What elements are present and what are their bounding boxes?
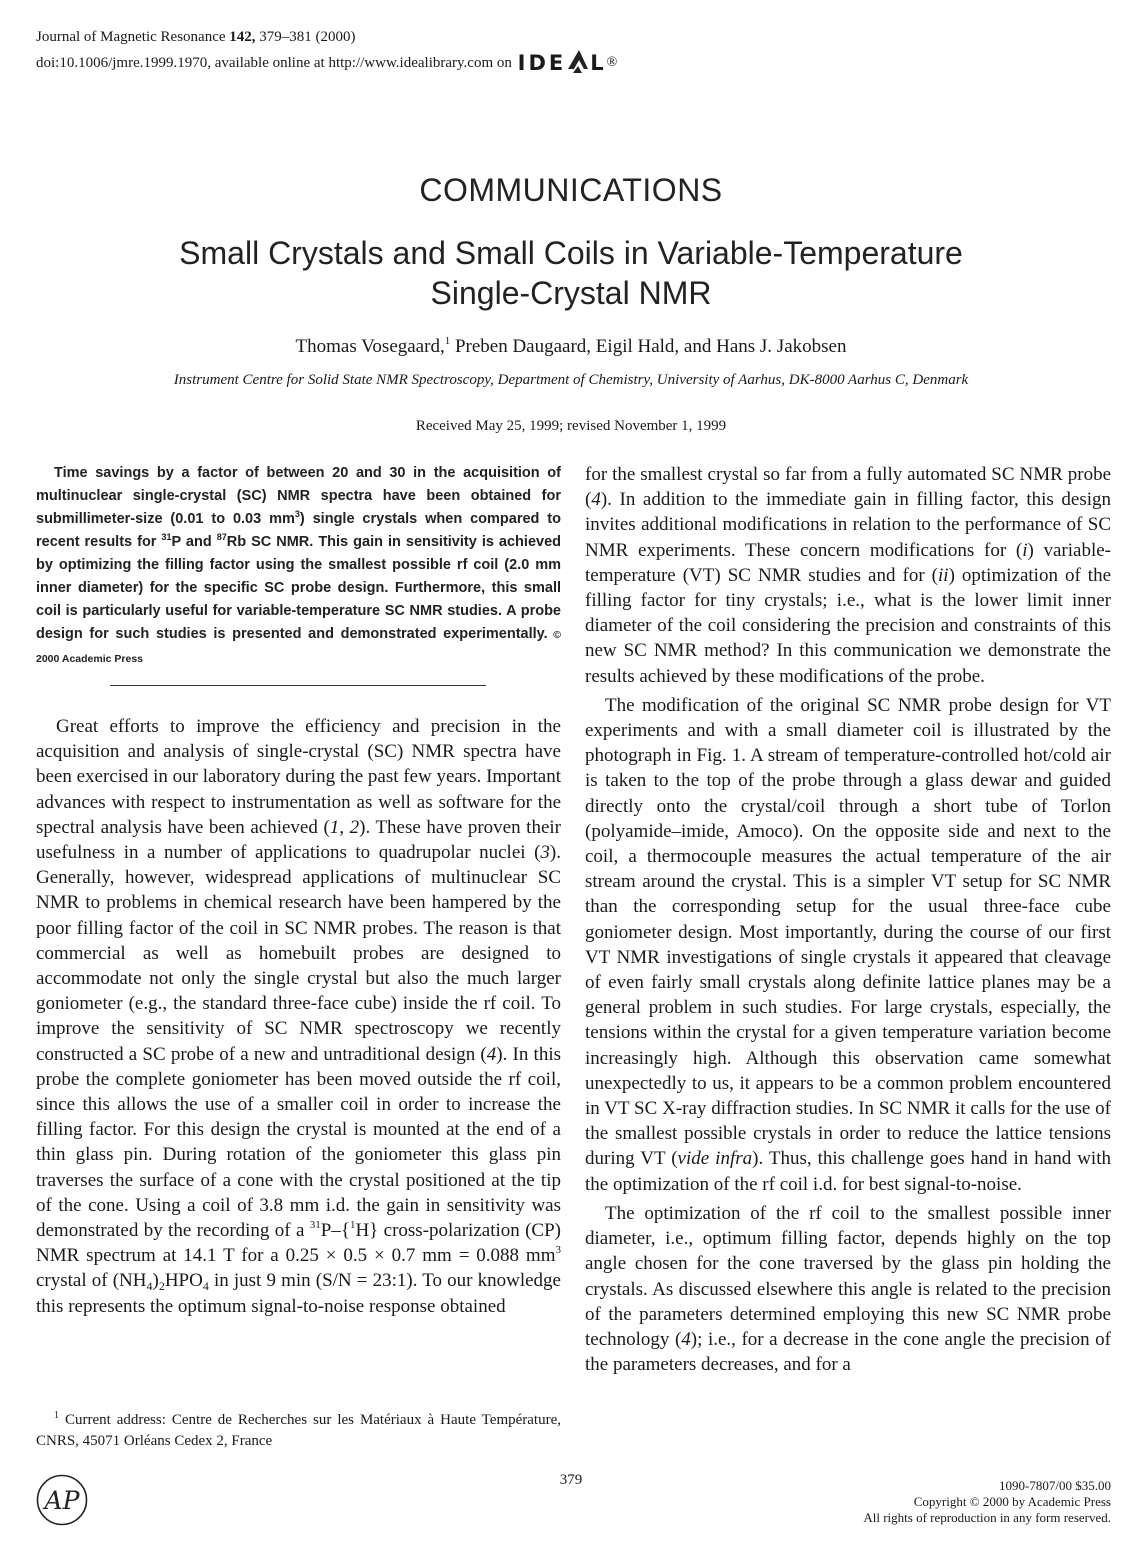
author-footnote-mark: 1 (444, 335, 451, 347)
issn-price: 1090-7807/00 $35.00 (999, 1478, 1111, 1493)
coil-optimization-paragraph (585, 1201, 1111, 1377)
journal-pages: 379–381 (2000) (259, 29, 356, 45)
footnote (36, 1410, 561, 1452)
ideal-logo-text-end: L (590, 51, 607, 75)
superscript: 31 (161, 532, 172, 542)
reference: 3 (540, 842, 550, 864)
doi-line (36, 47, 617, 73)
body-text: P–{ (320, 1220, 350, 1242)
footnote-mark: 1 (54, 1410, 59, 1421)
title-line-1: Small Crystals and Small Coils in Variable-Temperature (179, 235, 963, 271)
intro-paragraph (36, 714, 561, 1319)
right-column (585, 462, 1111, 1377)
reference: 4 (681, 1328, 691, 1350)
body-text: crystal of (NH (36, 1270, 147, 1292)
reference: 4 (591, 489, 601, 511)
superscript: 87 (216, 532, 227, 542)
doi-text: doi:10.1006/jmre.1999.1970, available online at http://www.idealibrary.com on (36, 55, 512, 71)
copyright-line: Copyright © 2000 by Academic Press (913, 1494, 1111, 1509)
list-marker: i (1022, 539, 1028, 561)
author-list (0, 335, 1142, 358)
rights-line: All rights of reproduction in any form reserved. (863, 1510, 1111, 1525)
other-authors: Preben Daugaard, Eigil Hald, and Hans J. Jakobsen (450, 336, 847, 357)
continued-paragraph (585, 462, 1111, 689)
body-text: H} cross-polarization (CP) NMR spectrum at 14.1 T for a 0.25 × 0.5 × 0.7 mm = 0.088 mm (36, 1220, 561, 1267)
subscript: 2 (158, 1279, 165, 1294)
abstract-text: Time savings by a factor of between 20 and 30 in the acquisition of multinuclear single-crystal (SC) NMR spectra have been obtained for submillimeter-size (0.01 to 0.03 mm (36, 465, 561, 527)
body-text: The modification of the original SC NMR probe design for VT experiments and with a small diameter coil is illustrated by the photograph in Fig. 1. A stream of temperature-controlled hot/cold air is taken to the top of the probe through a glass dewar and guided directly onto the crystal/coil through a short tube of Torlon (polyamide–imide, Amoco). On the opposite side and next to the coil, a thermocouple measures the actual temperature of the air stream around the crystal. This is a simpler VT setup for SC NMR than the corresponding setup for the usual three-face cube goniometer design. Most importantly, during the course of our first VT NMR investigations of single crystals it appeared that cleavage of even fairly small crystals along definite lattice planes may be a general problem in such studies. For large crystals, especially, the tensions within the crystal for a given temperature variation become increasingly high. Although this observation came somewhat unexpectedly to us, it appears to be a common problem encountered in VT SC X-ray diffraction studies. In SC NMR it calls for the use of the smallest possible crystals in order to reduce the lattice tensions during VT ( (585, 694, 1111, 1170)
superscript: 1 (349, 1219, 356, 1232)
ideal-logo-text: IDE (517, 51, 567, 75)
footnote-text: Current address: Centre de Recherches sur les Matériaux à Haute Température, CNRS, 45071 Orléans Cedex 2, France (36, 1412, 561, 1449)
abstract-text: P and (171, 534, 217, 550)
registered-mark: ® (606, 55, 618, 70)
title-line-2: Single-Crystal NMR (430, 275, 712, 311)
journal-volume: 142, (229, 29, 256, 45)
list-marker: ii (938, 564, 949, 586)
publisher-logo-text: AP (44, 1486, 80, 1515)
superscript: 31 (309, 1219, 321, 1232)
body-text: in just 9 min (S/N = 23:1). To our knowledge this represents the optimum signal-to-noise response obtained (36, 1270, 561, 1317)
abstract (36, 462, 561, 671)
left-column (36, 462, 561, 1319)
reference: 4 (486, 1043, 497, 1065)
body-text: ). Thus, this challenge goes hand in hand with the optimization of the rf coil i.d. for best signal-to-noise. (585, 1148, 1111, 1195)
abstract-copyright: © 2000 Academic Press (36, 629, 561, 665)
copyright-block (863, 1478, 1111, 1526)
superscript: 3 (294, 509, 300, 519)
received-dates: Received May 25, 1999; revised November 1, 1999 (415, 418, 727, 434)
body-text: ). In this probe the complete goniometer has been moved outside the rf coil, since this allows the use of a smaller coil in order to increase the filling factor. For this design the crystal is mounted at the end of a thin glass pin. During rotation of the goniometer this glass pin traverses the surface of a cone with the crystal positioned at the tip of the cone. Using a coil of 3.8 mm i.d. the gain in sensitivity was demonstrated by the recording of a (36, 1043, 561, 1242)
body-text: ) variable-temperature (VT) SC NMR studies and for ( (585, 539, 1112, 586)
affiliation: Instrument Centre for Solid State NMR Spectroscopy, Department of Chemistry, University of Aarhus, DK-8000 Aarhus C, Denmark (173, 372, 969, 388)
reference: 1, 2 (329, 816, 360, 838)
body-text: ). In addition to the immediate gain in filling factor, this design invites additional modifications in relation to the performance of SC NMR experiments. These concern modifications for ( (585, 489, 1111, 561)
body-text: for the smallest crystal so far from a fully automated SC NMR probe ( (585, 464, 1111, 511)
body-text: ). Generally, however, widespread applications of multinuclear SC NMR to problems in chemical research have been hampered by the poor filling factor of the coil in SC NMR probes. The reason is that commercial as well as homebuilt probes are designed to accommodate not only the single crystal but also the much larger goniometer (e.g., the standard three-face cube) inside the rf coil. To improve the sensitivity of SC NMR spectroscopy we recently constructed a SC probe of a new and untraditional design ( (36, 842, 561, 1065)
section-heading: COMMUNICATIONS (419, 172, 723, 208)
paper-title (100, 233, 1042, 313)
subscript: 4 (202, 1279, 209, 1294)
abstract-divider (110, 685, 486, 686)
body-text: ). These have proven their usefulness in a number of applications to quadrupolar nuclei ( (36, 816, 562, 864)
journal-citation (36, 27, 617, 47)
journal-header (36, 27, 617, 73)
body-text: ) (152, 1270, 159, 1292)
ideal-logo (518, 47, 618, 73)
superscript: 3 (555, 1244, 561, 1257)
first-author: Thomas Vosegaard, (295, 336, 445, 357)
abstract-text: ) single crystals when compared to recent results for (36, 511, 561, 550)
abstract-text: Rb SC NMR. This gain in sensitivity is achieved by optimizing the filling factor using the smallest possible rf coil (2.0 mm inner diameter) for the specific SC probe design. Furthermore, this small coil is particularly useful for variable-temperature SC NMR studies. A probe design for such studies is presented and demonstrated experimentally. (36, 534, 561, 642)
subscript: 4 (146, 1279, 153, 1294)
body-text: Great efforts to improve the efficiency and precision in the acquisition and analysis of single-crystal (SC) NMR spectra have been exercised in our laboratory during the past few years. Important advances with respect to instrumentation as well as software for the spectral analysis have been achieved ( (36, 716, 561, 838)
body-text: The optimization of the rf coil to the smallest possible inner diameter, i.e., optimum filling factor, depends highly on the top angle chosen for the cone traversed by the glass pin holding the crystals. As discussed elsewhere this angle is related to the precision of the parameters determined employing this new SC NMR probe technology ( (585, 1202, 1111, 1350)
body-text: ); i.e., for a decrease in the cone angle the precision of the parameters decreases, and for a (585, 1328, 1111, 1376)
journal-name: Journal of Magnetic Resonance (36, 29, 226, 45)
italic-phrase: vide infra (677, 1148, 753, 1170)
probe-design-paragraph (585, 693, 1111, 1197)
body-text: ) optimization of the filling factor for tiny crystals; i.e., what is the lower limit inner diameter of the coil considering the precision and constraints of this new SC NMR method? In this communication we demonstrate the results achieved by these modifications of the probe. (585, 564, 1111, 687)
ideal-logo-mark-icon (566, 47, 590, 73)
page-number: 379 (559, 1472, 583, 1488)
body-text: HPO (164, 1270, 203, 1292)
